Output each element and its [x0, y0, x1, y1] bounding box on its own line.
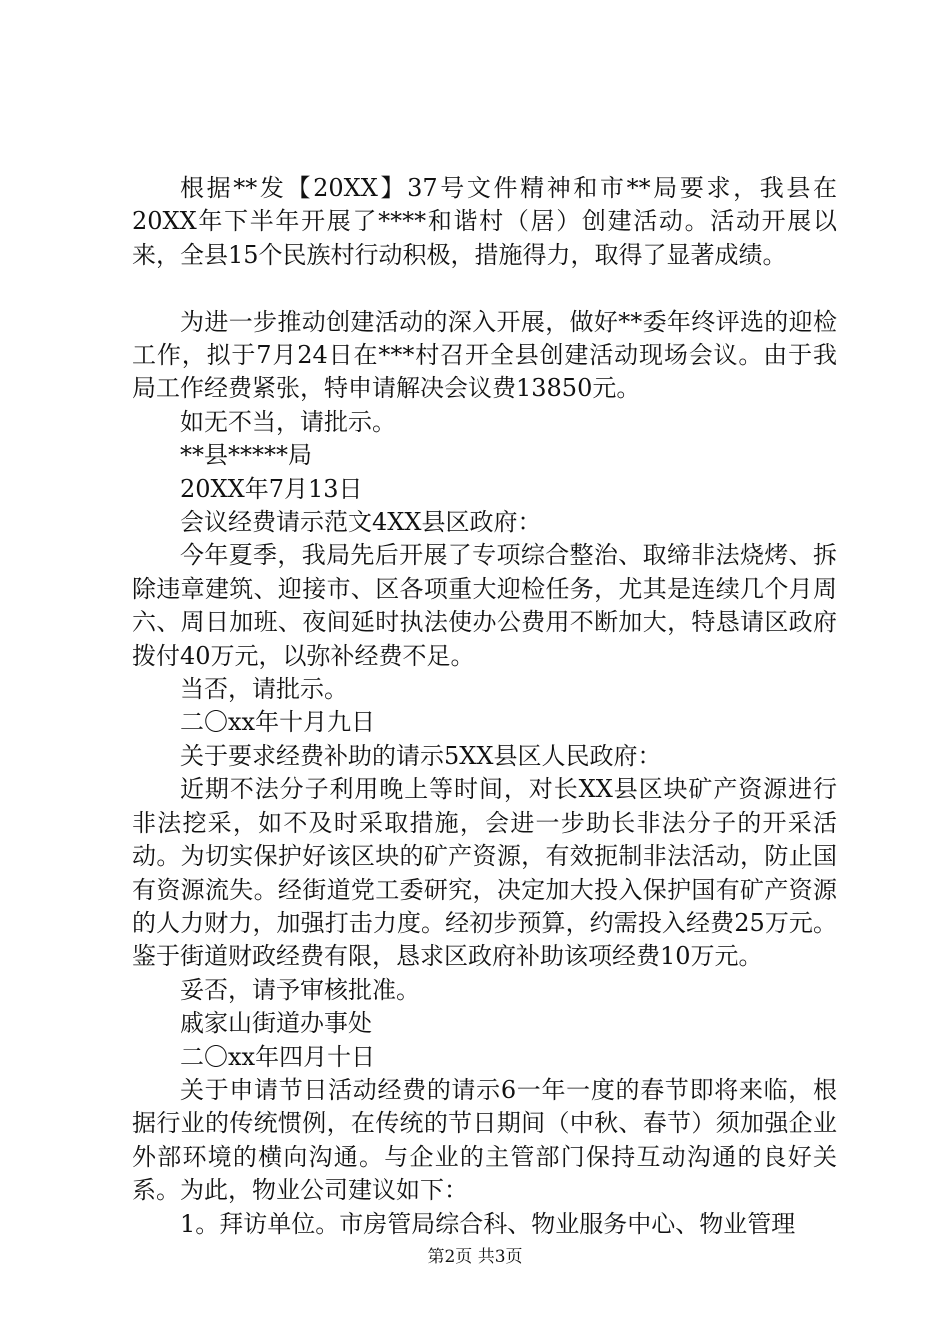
paragraph: 戚家山街道办事处 [180, 1009, 372, 1038]
paragraph: 1。拜访单位。市房管局综合科、物业服务中心、物业管理 [180, 1209, 796, 1238]
paragraph: 为进一步推动创建活动的深入开展，做好**委年终评选的迎检工作，拟于7月24日在***村召开全县创建活动现场会议。由于我局工作经费紧张，特申请解决会议费13850元。 [132, 307, 837, 403]
page-footer: 第2页 共3页 [427, 1247, 523, 1267]
paragraph: 近期不法分子利用晚上等时间，对长XX县区块矿产资源进行非法挖采，如不及时采取措施，会进一步助长非法分子的开采活动。为切实保护好该区块的矿产资源，有效扼制非法活动，防止国有资源流失。经街道党工委研究，决定加大投入保护国有矿产资源的人力财力，加强打击力度。经初步预算，约需投入经费25万元。鉴于街道财政经费有限，恳求区政府补助该项经费10万元。 [132, 775, 837, 971]
paragraph: 如无不当，请批示。 [180, 407, 396, 436]
paragraph: 当否，请批示。 [180, 675, 348, 704]
document-body [132, 172, 837, 1241]
paragraph: 今年夏季，我局先后开展了专项综合整治、取缔非法烧烤、拆除违章建筑、迎接市、区各项重大迎检任务，尤其是连续几个月周六、周日加班、夜间延时执法使办公费用不断加大，特恳请区政府拨付40万元，以弥补经费不足。 [132, 541, 837, 670]
paragraph: 二〇xx年十月九日 [180, 708, 376, 737]
paragraph: 根据**发【20XX】37号文件精神和市**局要求，我县在20XX年下半年开展了****和谐村（居）创建活动。活动开展以来，全县15个民族村行动积极，措施得力，取得了显著成绩。 [132, 174, 837, 269]
paragraph: 20XX年7月13日 [180, 474, 363, 503]
paragraph: 妥否，请予审核批准。 [180, 975, 420, 1004]
paragraph: 会议经费请示范文4XX县区政府： [180, 508, 542, 537]
paragraph: 二〇xx年四月十日 [180, 1042, 376, 1071]
paragraph: 关于申请节日活动经费的请示6一年一度的春节即将来临，根据行业的传统惯例，在传统的节日期间（中秋、春节）须加强企业外部环境的横向沟通。与企业的主管部门保持互动沟通的良好关系。为此，物业公司建议如下： [132, 1075, 837, 1205]
paragraph: **县*****局 [180, 441, 312, 470]
paragraph: 关于要求经费补助的请示5XX县区人民政府： [180, 741, 662, 770]
blank-line [132, 272, 837, 305]
